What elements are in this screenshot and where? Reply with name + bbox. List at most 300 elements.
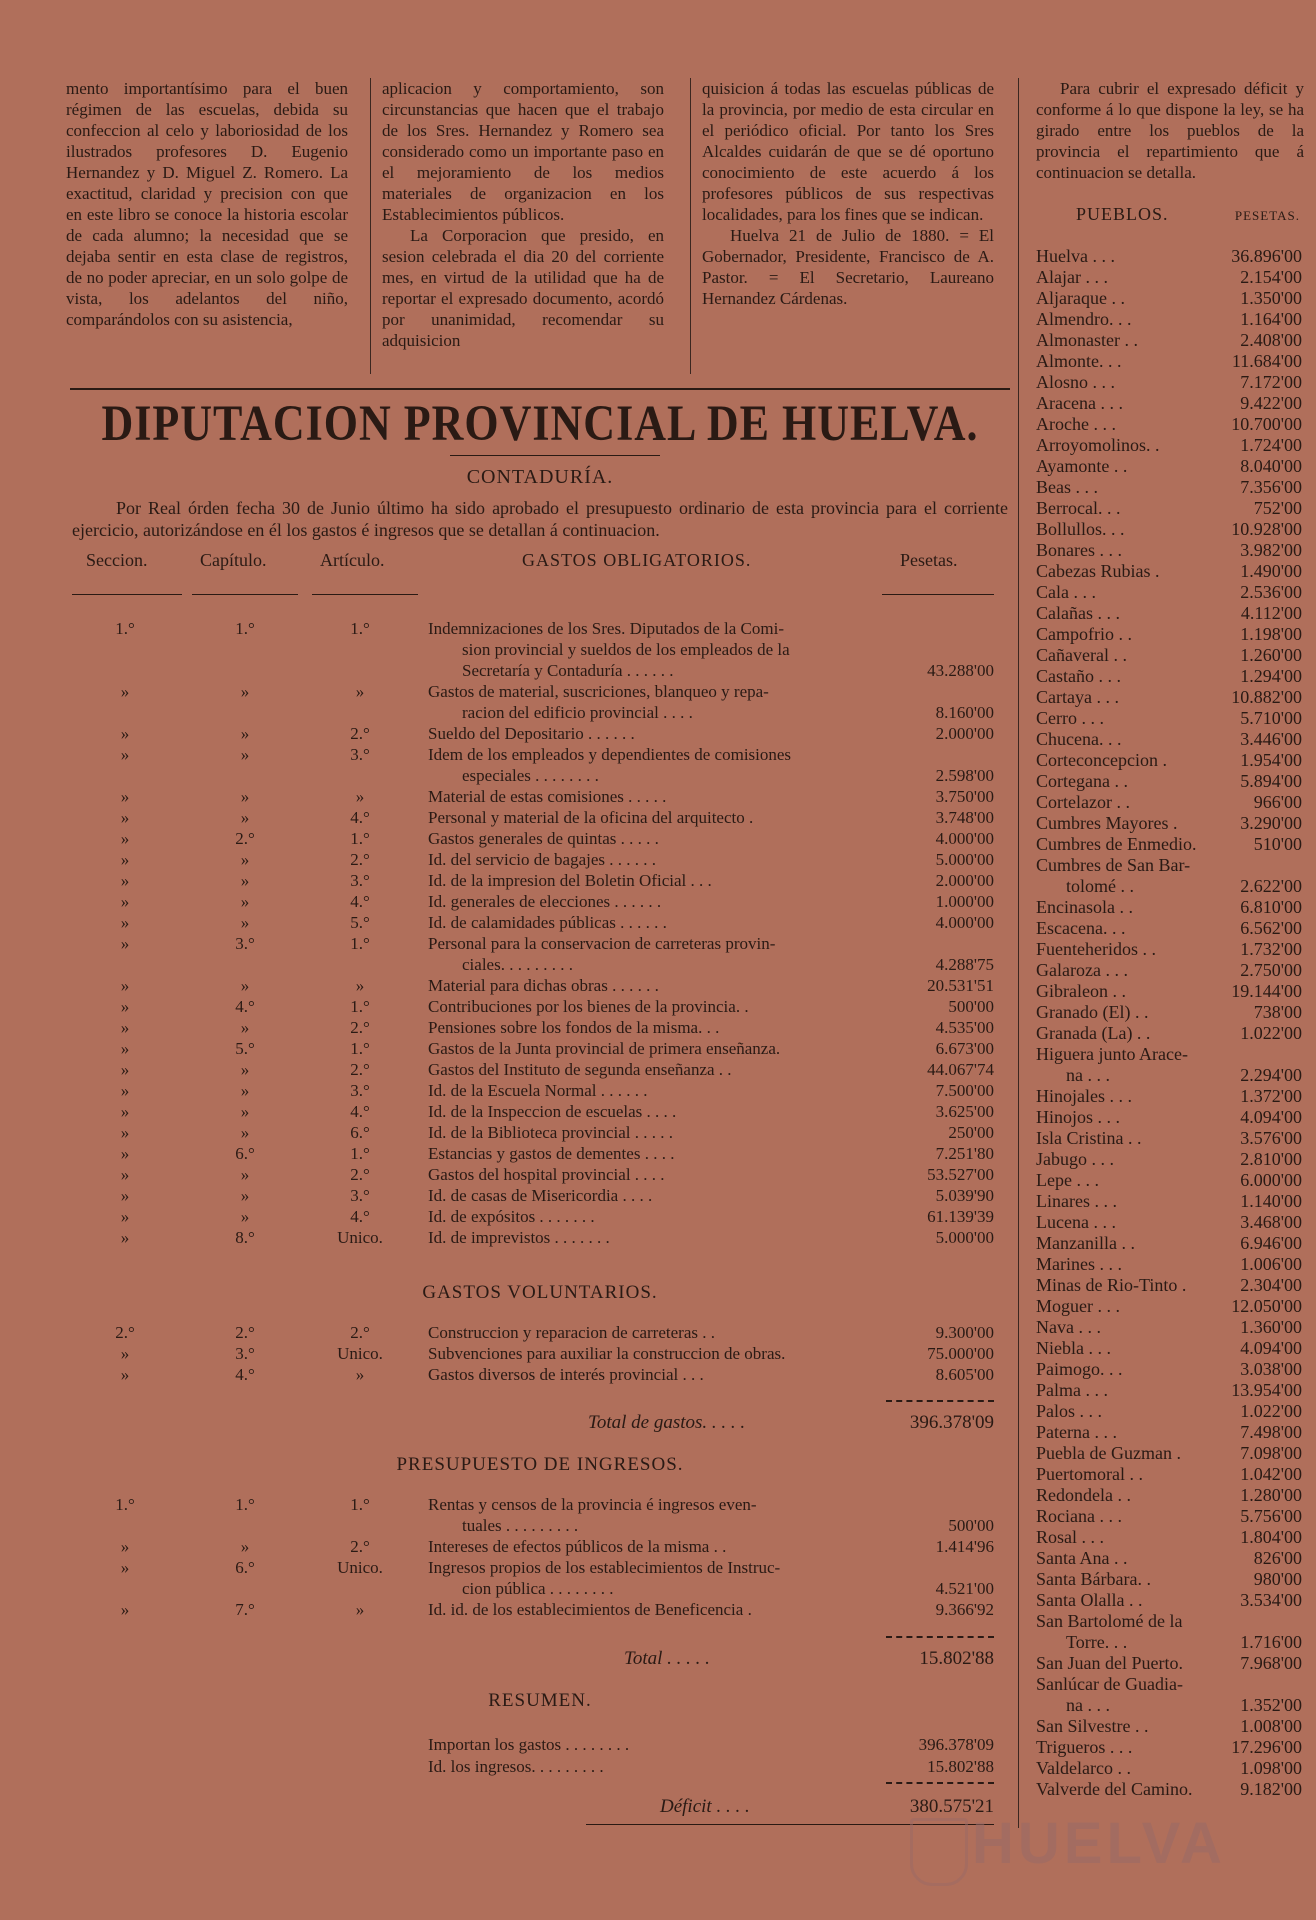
town-name xyxy=(1036,792,1216,813)
seccion-cell: » xyxy=(120,829,130,848)
town-name-line: Santa Olalla . . xyxy=(1036,1590,1143,1610)
town-value: 980'00 xyxy=(1253,1569,1302,1589)
articulo-cell: 4.° xyxy=(350,1102,370,1121)
pesetas-cell: 3.625'00 xyxy=(935,1102,994,1121)
town-name xyxy=(1036,645,1216,666)
description-cell xyxy=(428,1080,868,1101)
articulo-cell: 4.° xyxy=(350,892,370,911)
description-cell xyxy=(428,1038,868,1059)
seccion-cell: » xyxy=(120,1537,130,1556)
town-value: 3.290'00 xyxy=(1240,813,1302,833)
sum-line xyxy=(886,1636,994,1638)
town-name-line: Puertomoral . . xyxy=(1036,1464,1143,1484)
town-value: 1.372'00 xyxy=(1240,1086,1302,1106)
town-value: 1.804'00 xyxy=(1240,1527,1302,1547)
seccion-cell: » xyxy=(120,808,130,827)
pesetas-cell: 4.000'00 xyxy=(935,829,994,848)
capitulo-cell: 7.° xyxy=(235,1600,255,1619)
ingresos-title: PRESUPUESTO DE INGRESOS. xyxy=(396,1454,684,1475)
town-value: 1.360'00 xyxy=(1240,1317,1302,1337)
town-name xyxy=(1036,1317,1216,1338)
column-divider xyxy=(690,78,691,374)
capitulo-cell: » xyxy=(240,892,250,911)
town-value: 9.422'00 xyxy=(1240,393,1302,413)
description-cell xyxy=(428,849,868,870)
description-cell xyxy=(428,1185,868,1206)
town-name-line: Fuenteheridos . . xyxy=(1036,939,1156,959)
sum-line xyxy=(886,1400,994,1402)
pesetas-cell: 7.251'80 xyxy=(935,1144,994,1163)
town-name xyxy=(1036,1296,1216,1317)
town-name xyxy=(1036,1527,1216,1548)
town-name xyxy=(1036,960,1216,981)
capitulo-cell: » xyxy=(240,913,250,932)
town-name-line: Cortegana . . xyxy=(1036,771,1128,791)
description-cell xyxy=(428,1143,868,1164)
right-column-divider xyxy=(1018,78,1019,1828)
town-name xyxy=(1036,1401,1216,1422)
town-value: 5.756'00 xyxy=(1240,1506,1302,1526)
town-name xyxy=(1036,1254,1216,1275)
town-name-line: Aroche . . . xyxy=(1036,414,1116,434)
description-cell xyxy=(428,681,868,723)
town-name-line: Trigueros . . . xyxy=(1036,1737,1133,1757)
town-name xyxy=(1036,939,1216,960)
town-name xyxy=(1036,1338,1216,1359)
description-line: Gastos de la Junta provincial de primera enseñanza. xyxy=(428,1039,781,1058)
description-line: Id. del servicio de bagajes . . . . . . xyxy=(428,850,657,869)
seccion-cell: » xyxy=(120,913,130,932)
description-cell xyxy=(428,723,868,744)
description-cell xyxy=(428,618,868,681)
town-name-line: Cumbres de Enmedio. xyxy=(1036,834,1197,854)
town-name-line: Cortelazor . . xyxy=(1036,792,1130,812)
town-name xyxy=(1036,1758,1216,1779)
town-name xyxy=(1036,750,1216,771)
description-line: Personal y material de la oficina del arquitecto . xyxy=(428,808,754,827)
town-value: 1.716'00 xyxy=(1240,1632,1302,1652)
pesetas-cell: 8.605'00 xyxy=(935,1365,994,1384)
pesetas-cell: 4.000'00 xyxy=(935,913,994,932)
articulo-cell: Unico. xyxy=(337,1344,383,1363)
seccion-cell: » xyxy=(120,1123,130,1142)
description-line: Indemnizaciones de los Sres. Diputados de la Comi- xyxy=(428,619,784,638)
town-name xyxy=(1036,603,1216,624)
header-capitulo: Capítulo. xyxy=(200,550,267,570)
town-value: 3.534'00 xyxy=(1240,1590,1302,1610)
town-value: 6.810'00 xyxy=(1240,897,1302,917)
header-underline xyxy=(312,594,418,595)
capitulo-cell: » xyxy=(240,1123,250,1142)
town-name xyxy=(1036,1149,1216,1170)
town-name-line: Marines . . . xyxy=(1036,1254,1122,1274)
seccion-cell: » xyxy=(120,1558,130,1577)
town-name-line: Corteconcepcion . xyxy=(1036,750,1167,770)
header-seccion: Seccion. xyxy=(86,550,148,570)
description-line: Rentas y censos de la provincia é ingresos even- xyxy=(428,1495,757,1514)
capitulo-cell: 3.° xyxy=(235,1344,255,1363)
town-value: 1.732'00 xyxy=(1240,939,1302,959)
shield-icon xyxy=(910,1818,968,1886)
town-value: 6.000'00 xyxy=(1240,1170,1302,1190)
seccion-cell: 1.° xyxy=(115,619,135,638)
town-name-line: Beas . . . xyxy=(1036,477,1098,497)
town-name-line: Campofrio . . xyxy=(1036,624,1132,644)
town-name xyxy=(1036,1611,1216,1653)
town-name-line: Calañas . . . xyxy=(1036,603,1120,623)
pesetas-cell: 4.535'00 xyxy=(935,1018,994,1037)
section-subtitle: CONTADURÍA. xyxy=(466,466,614,488)
town-value: 8.040'00 xyxy=(1240,456,1302,476)
town-value: 752'00 xyxy=(1253,498,1302,518)
articulo-cell: » xyxy=(355,787,365,806)
total-ingresos-label: Total . . . . . xyxy=(624,1648,710,1669)
description-cell xyxy=(428,1206,868,1227)
town-name xyxy=(1036,1002,1216,1023)
seccion-cell: » xyxy=(120,871,130,890)
town-value: 1.140'00 xyxy=(1240,1191,1302,1211)
town-name-line: San Bartolomé de la xyxy=(1036,1611,1183,1631)
town-name-line: Cartaya . . . xyxy=(1036,687,1119,707)
pesetas-cell: 2.000'00 xyxy=(935,724,994,743)
articulo-cell: 1.° xyxy=(350,934,370,953)
town-value: 826'00 xyxy=(1253,1548,1302,1568)
town-name-line: Cabezas Rubias . xyxy=(1036,561,1160,581)
town-value: 7.498'00 xyxy=(1240,1422,1302,1442)
town-name-line: Aracena . . . xyxy=(1036,393,1123,413)
town-value: 7.968'00 xyxy=(1240,1653,1302,1673)
town-name-line: Moguer . . . xyxy=(1036,1296,1120,1316)
town-name-line: Torre. . . xyxy=(1066,1632,1128,1652)
description-line: Id. de expósitos . . . . . . . xyxy=(428,1207,595,1226)
town-name xyxy=(1036,687,1216,708)
articulo-cell: » xyxy=(355,682,365,701)
description-line: Id. de calamidades públicas . . . . . . xyxy=(428,913,667,932)
reparto-intro: Para cubrir el expresado déficit y conforme á lo que dispone la ley, se ha girado entre los pueblos de la provincia el repartimiento que á continuacion se detalla. xyxy=(1036,79,1304,182)
town-name xyxy=(1036,708,1216,729)
description-line: Construccion y reparacion de carreteras . . xyxy=(428,1323,715,1342)
town-name xyxy=(1036,1128,1216,1149)
capitulo-cell: » xyxy=(240,1165,250,1184)
town-name-line: Almonaster . . xyxy=(1036,330,1138,350)
articulo-cell: 1.° xyxy=(350,1495,370,1514)
town-value: 10.700'00 xyxy=(1231,414,1302,434)
town-name-line: Huelva . . . xyxy=(1036,246,1115,266)
town-name-line: tolomé . . xyxy=(1066,876,1134,896)
seccion-cell: 1.° xyxy=(115,1495,135,1514)
articulo-cell: » xyxy=(355,976,365,995)
pesetas-cell: 43.288'00 xyxy=(927,661,994,680)
town-value: 7.098'00 xyxy=(1240,1443,1302,1463)
seccion-cell: » xyxy=(120,1060,130,1079)
description-cell xyxy=(428,1557,868,1599)
town-value: 1.352'00 xyxy=(1240,1695,1302,1715)
town-name-line: Lepe . . . xyxy=(1036,1170,1099,1190)
seccion-cell: » xyxy=(120,1228,130,1247)
town-name xyxy=(1036,519,1216,540)
capitulo-cell: 1.° xyxy=(235,1495,255,1514)
town-name xyxy=(1036,855,1216,897)
voluntarios-title: GASTOS VOLUNTARIOS. xyxy=(422,1282,658,1303)
seccion-cell: » xyxy=(120,1600,130,1619)
town-value: 6.562'00 xyxy=(1240,918,1302,938)
town-value: 1.490'00 xyxy=(1240,561,1302,581)
town-name-line: Granada (La) . . xyxy=(1036,1023,1151,1043)
town-value: 1.260'00 xyxy=(1240,645,1302,665)
town-name xyxy=(1036,372,1216,393)
pesetas-cell: 250'00 xyxy=(948,1123,994,1142)
pesetas-cell: 20.531'51 xyxy=(927,976,994,995)
capitulo-cell: » xyxy=(240,1081,250,1100)
town-name-line: Cumbres de San Bar- xyxy=(1036,855,1191,875)
description-line: Id. de la Inspeccion de escuelas . . . . xyxy=(428,1102,677,1121)
top-column-3 xyxy=(702,78,994,309)
description-line: Material de estas comisiones . . . . . xyxy=(428,787,667,806)
seccion-cell: » xyxy=(120,724,130,743)
town-name-line: Berrocal. . . xyxy=(1036,498,1121,518)
town-name xyxy=(1036,729,1216,750)
town-name xyxy=(1036,1590,1216,1611)
capitulo-cell: » xyxy=(240,1186,250,1205)
town-name xyxy=(1036,477,1216,498)
header-underline xyxy=(192,594,298,595)
description-cell xyxy=(428,1536,868,1557)
pesetas-cell: 500'00 xyxy=(948,997,994,1016)
articulo-cell: 6.° xyxy=(350,1123,370,1142)
description-line: cion pública . . . . . . . . xyxy=(462,1579,614,1598)
capitulo-cell: 4.° xyxy=(235,997,255,1016)
town-name xyxy=(1036,1674,1216,1716)
capitulo-cell: 4.° xyxy=(235,1365,255,1384)
town-name-line: Manzanilla . . xyxy=(1036,1233,1135,1253)
town-name xyxy=(1036,1569,1216,1590)
header-gastos: GASTOS OBLIGATORIOS. xyxy=(522,550,752,570)
column-divider xyxy=(370,78,371,374)
town-value: 2.750'00 xyxy=(1240,960,1302,980)
town-value: 1.280'00 xyxy=(1240,1485,1302,1505)
description-line: Id. de casas de Misericordia . . . . xyxy=(428,1186,653,1205)
town-value: 966'00 xyxy=(1253,792,1302,812)
description-line: Id. de la impresion del Boletin Oficial . . . xyxy=(428,871,712,890)
town-name xyxy=(1036,288,1216,309)
town-value: 510'00 xyxy=(1253,834,1302,854)
capitulo-cell: » xyxy=(240,1102,250,1121)
town-value: 3.576'00 xyxy=(1240,1128,1302,1148)
town-value: 738'00 xyxy=(1253,1002,1302,1022)
header-pesetas-right: PESETAS. xyxy=(1234,208,1300,223)
town-value: 3.038'00 xyxy=(1240,1359,1302,1379)
pesetas-cell: 44.067'74 xyxy=(927,1060,994,1079)
town-value: 2.408'00 xyxy=(1240,330,1302,350)
town-value: 5.710'00 xyxy=(1240,708,1302,728)
articulo-cell: 1.° xyxy=(350,1039,370,1058)
town-value: 1.294'00 xyxy=(1240,666,1302,686)
pesetas-cell: 75.000'00 xyxy=(927,1344,994,1363)
town-name-line: Jabugo . . . xyxy=(1036,1149,1114,1169)
town-name xyxy=(1036,897,1216,918)
town-name xyxy=(1036,1107,1216,1128)
description-cell xyxy=(428,1017,868,1038)
description-line: Id. generales de elecciones . . . . . . xyxy=(428,892,662,911)
town-name xyxy=(1036,981,1216,1002)
town-value: 2.304'00 xyxy=(1240,1275,1302,1295)
description-line: Personal para la conservacion de carreteras provin- xyxy=(428,934,776,953)
total-gastos-label: Total de gastos. . . . . xyxy=(588,1412,746,1433)
capitulo-cell: 2.° xyxy=(235,1323,255,1342)
articulo-cell: 2.° xyxy=(350,724,370,743)
town-value: 9.182'00 xyxy=(1240,1779,1302,1799)
town-name-line: Paterna . . . xyxy=(1036,1422,1117,1442)
articulo-cell: Unico. xyxy=(337,1558,383,1577)
articulo-cell: Unico. xyxy=(337,1228,383,1247)
capitulo-cell: » xyxy=(240,1060,250,1079)
description-cell xyxy=(428,807,868,828)
seccion-cell: » xyxy=(120,976,130,995)
town-name-line: San Juan del Puerto. xyxy=(1036,1653,1183,1673)
town-name xyxy=(1036,1023,1216,1044)
total-ingresos-value: 15.802'88 xyxy=(919,1648,994,1669)
seccion-cell: » xyxy=(120,745,130,764)
town-name xyxy=(1036,414,1216,435)
title-ornament xyxy=(450,455,660,456)
town-name xyxy=(1036,456,1216,477)
articulo-cell: » xyxy=(355,1365,365,1384)
town-name xyxy=(1036,1422,1216,1443)
capitulo-cell: » xyxy=(240,1018,250,1037)
articulo-cell: 1.° xyxy=(350,997,370,1016)
town-value: 4.094'00 xyxy=(1240,1107,1302,1127)
town-name xyxy=(1036,393,1216,414)
seccion-cell: » xyxy=(120,892,130,911)
town-value: 2.536'00 xyxy=(1240,582,1302,602)
town-name-line: Puebla de Guzman . xyxy=(1036,1443,1181,1463)
articulo-cell: 3.° xyxy=(350,745,370,764)
town-name-line: Hinojos . . . xyxy=(1036,1107,1121,1127)
deficit-label: Déficit . . . . xyxy=(660,1796,750,1817)
top-column-3-text-1: quisicion á todas las escuelas públicas de la provincia, por medio de esta circular en el periódico oficial. Por tanto los Sres Alcaldes cuidarán de que se dé oportuno conocimiento de este acuerdo á los profesores públicos de sus respectivas localidades, para los fines que se indican. xyxy=(702,79,994,224)
watermark-text: HUELVA xyxy=(972,1811,1226,1876)
pesetas-cell: 500'00 xyxy=(948,1516,994,1535)
town-name-line: Hinojales . . . xyxy=(1036,1086,1132,1106)
description-line: Estancias y gastos de dementes . . . . xyxy=(428,1144,675,1163)
top-column-2 xyxy=(382,78,664,351)
resumen-value: 15.802'88 xyxy=(927,1757,994,1776)
town-name xyxy=(1036,351,1216,372)
town-name-line: Castaño . . . xyxy=(1036,666,1121,686)
pesetas-cell: 9.366'92 xyxy=(935,1600,994,1619)
description-line: Intereses de efectos públicos de la misma . . xyxy=(428,1537,727,1556)
seccion-cell: » xyxy=(120,1365,130,1384)
town-name xyxy=(1036,1380,1216,1401)
town-name-line: Palos . . . xyxy=(1036,1401,1103,1421)
description-cell xyxy=(428,1599,868,1620)
town-value: 36.896'00 xyxy=(1231,246,1302,266)
description-line: especiales . . . . . . . . xyxy=(462,766,599,785)
description-cell xyxy=(428,1164,868,1185)
town-value: 1.042'00 xyxy=(1240,1464,1302,1484)
seccion-cell: » xyxy=(120,850,130,869)
articulo-cell: 4.° xyxy=(350,1207,370,1226)
description-cell xyxy=(428,912,868,933)
description-line: Secretaría y Contaduría . . . . . . xyxy=(462,661,674,680)
town-value: 2.294'00 xyxy=(1240,1065,1302,1085)
description-line: Contribuciones por los bienes de la provincia. . xyxy=(428,997,749,1016)
town-name-line: na . . . xyxy=(1066,1695,1110,1715)
town-name-line: Redondela . . xyxy=(1036,1485,1131,1505)
town-name xyxy=(1036,246,1216,267)
town-value: 13.954'00 xyxy=(1231,1380,1302,1400)
pesetas-cell: 5.039'90 xyxy=(935,1186,994,1205)
header-pueblos: PUEBLOS. xyxy=(1076,204,1169,224)
town-value: 1.008'00 xyxy=(1240,1716,1302,1736)
capitulo-cell: » xyxy=(240,850,250,869)
town-name xyxy=(1036,540,1216,561)
description-cell xyxy=(428,891,868,912)
town-value: 11.684'00 xyxy=(1231,351,1302,371)
town-name-line: Santa Ana . . xyxy=(1036,1548,1128,1568)
pesetas-cell: 61.139'39 xyxy=(927,1207,994,1226)
articulo-cell: 1.° xyxy=(350,829,370,848)
description-line: Id. id. de los establecimientos de Beneficencia . xyxy=(428,1600,752,1619)
town-value: 3.468'00 xyxy=(1240,1212,1302,1232)
seccion-cell: » xyxy=(120,682,130,701)
town-name-line: Aljaraque . . xyxy=(1036,288,1125,308)
articulo-cell: 1.° xyxy=(350,1144,370,1163)
town-name-line: Almendro. . . xyxy=(1036,309,1132,329)
town-name xyxy=(1036,435,1216,456)
town-name-line: Paimogo. . . xyxy=(1036,1359,1123,1379)
town-name xyxy=(1036,1170,1216,1191)
town-name-line: Higuera junto Arace- xyxy=(1036,1044,1188,1064)
town-value: 1.164'00 xyxy=(1240,309,1302,329)
pesetas-cell: 1.000'00 xyxy=(935,892,994,911)
description-line: ciales. . . . . . . . . xyxy=(462,955,573,974)
resumen-description: Importan los gastos . . . . . . . . xyxy=(428,1735,630,1754)
town-name-line: Cerro . . . xyxy=(1036,708,1104,728)
town-name-line: Bonares . . . xyxy=(1036,540,1122,560)
town-name-line: Alosno . . . xyxy=(1036,372,1116,392)
town-name-line: Chucena. . . xyxy=(1036,729,1122,749)
pesetas-cell: 3.748'00 xyxy=(935,808,994,827)
town-name xyxy=(1036,561,1216,582)
town-name xyxy=(1036,1212,1216,1233)
town-name-line: Palma . . . xyxy=(1036,1380,1108,1400)
pesetas-cell: 4.521'00 xyxy=(935,1579,994,1598)
pesetas-cell: 5.000'00 xyxy=(935,850,994,869)
seccion-cell: » xyxy=(120,1039,130,1058)
seccion-cell: » xyxy=(120,1081,130,1100)
description-cell xyxy=(428,1322,868,1343)
description-line: Sueldo del Depositario . . . . . . xyxy=(428,724,635,743)
header-articulo: Artículo. xyxy=(320,550,385,570)
articulo-cell: 3.° xyxy=(350,1186,370,1205)
town-value: 7.356'00 xyxy=(1240,477,1302,497)
seccion-cell: » xyxy=(120,997,130,1016)
town-name xyxy=(1036,1737,1216,1758)
header-pesetas: Pesetas. xyxy=(900,550,958,570)
description-cell xyxy=(428,828,868,849)
pesetas-cell: 3.750'00 xyxy=(935,787,994,806)
articulo-cell: 2.° xyxy=(350,1018,370,1037)
town-name-line: Rosal . . . xyxy=(1036,1527,1105,1547)
town-name xyxy=(1036,1548,1216,1569)
seccion-cell: » xyxy=(120,787,130,806)
town-name xyxy=(1036,1044,1216,1086)
town-name xyxy=(1036,624,1216,645)
town-value: 10.928'00 xyxy=(1231,519,1302,539)
description-line: Id. de la Escuela Normal . . . . . . xyxy=(428,1081,648,1100)
town-name-line: Encinasola . . xyxy=(1036,897,1133,917)
